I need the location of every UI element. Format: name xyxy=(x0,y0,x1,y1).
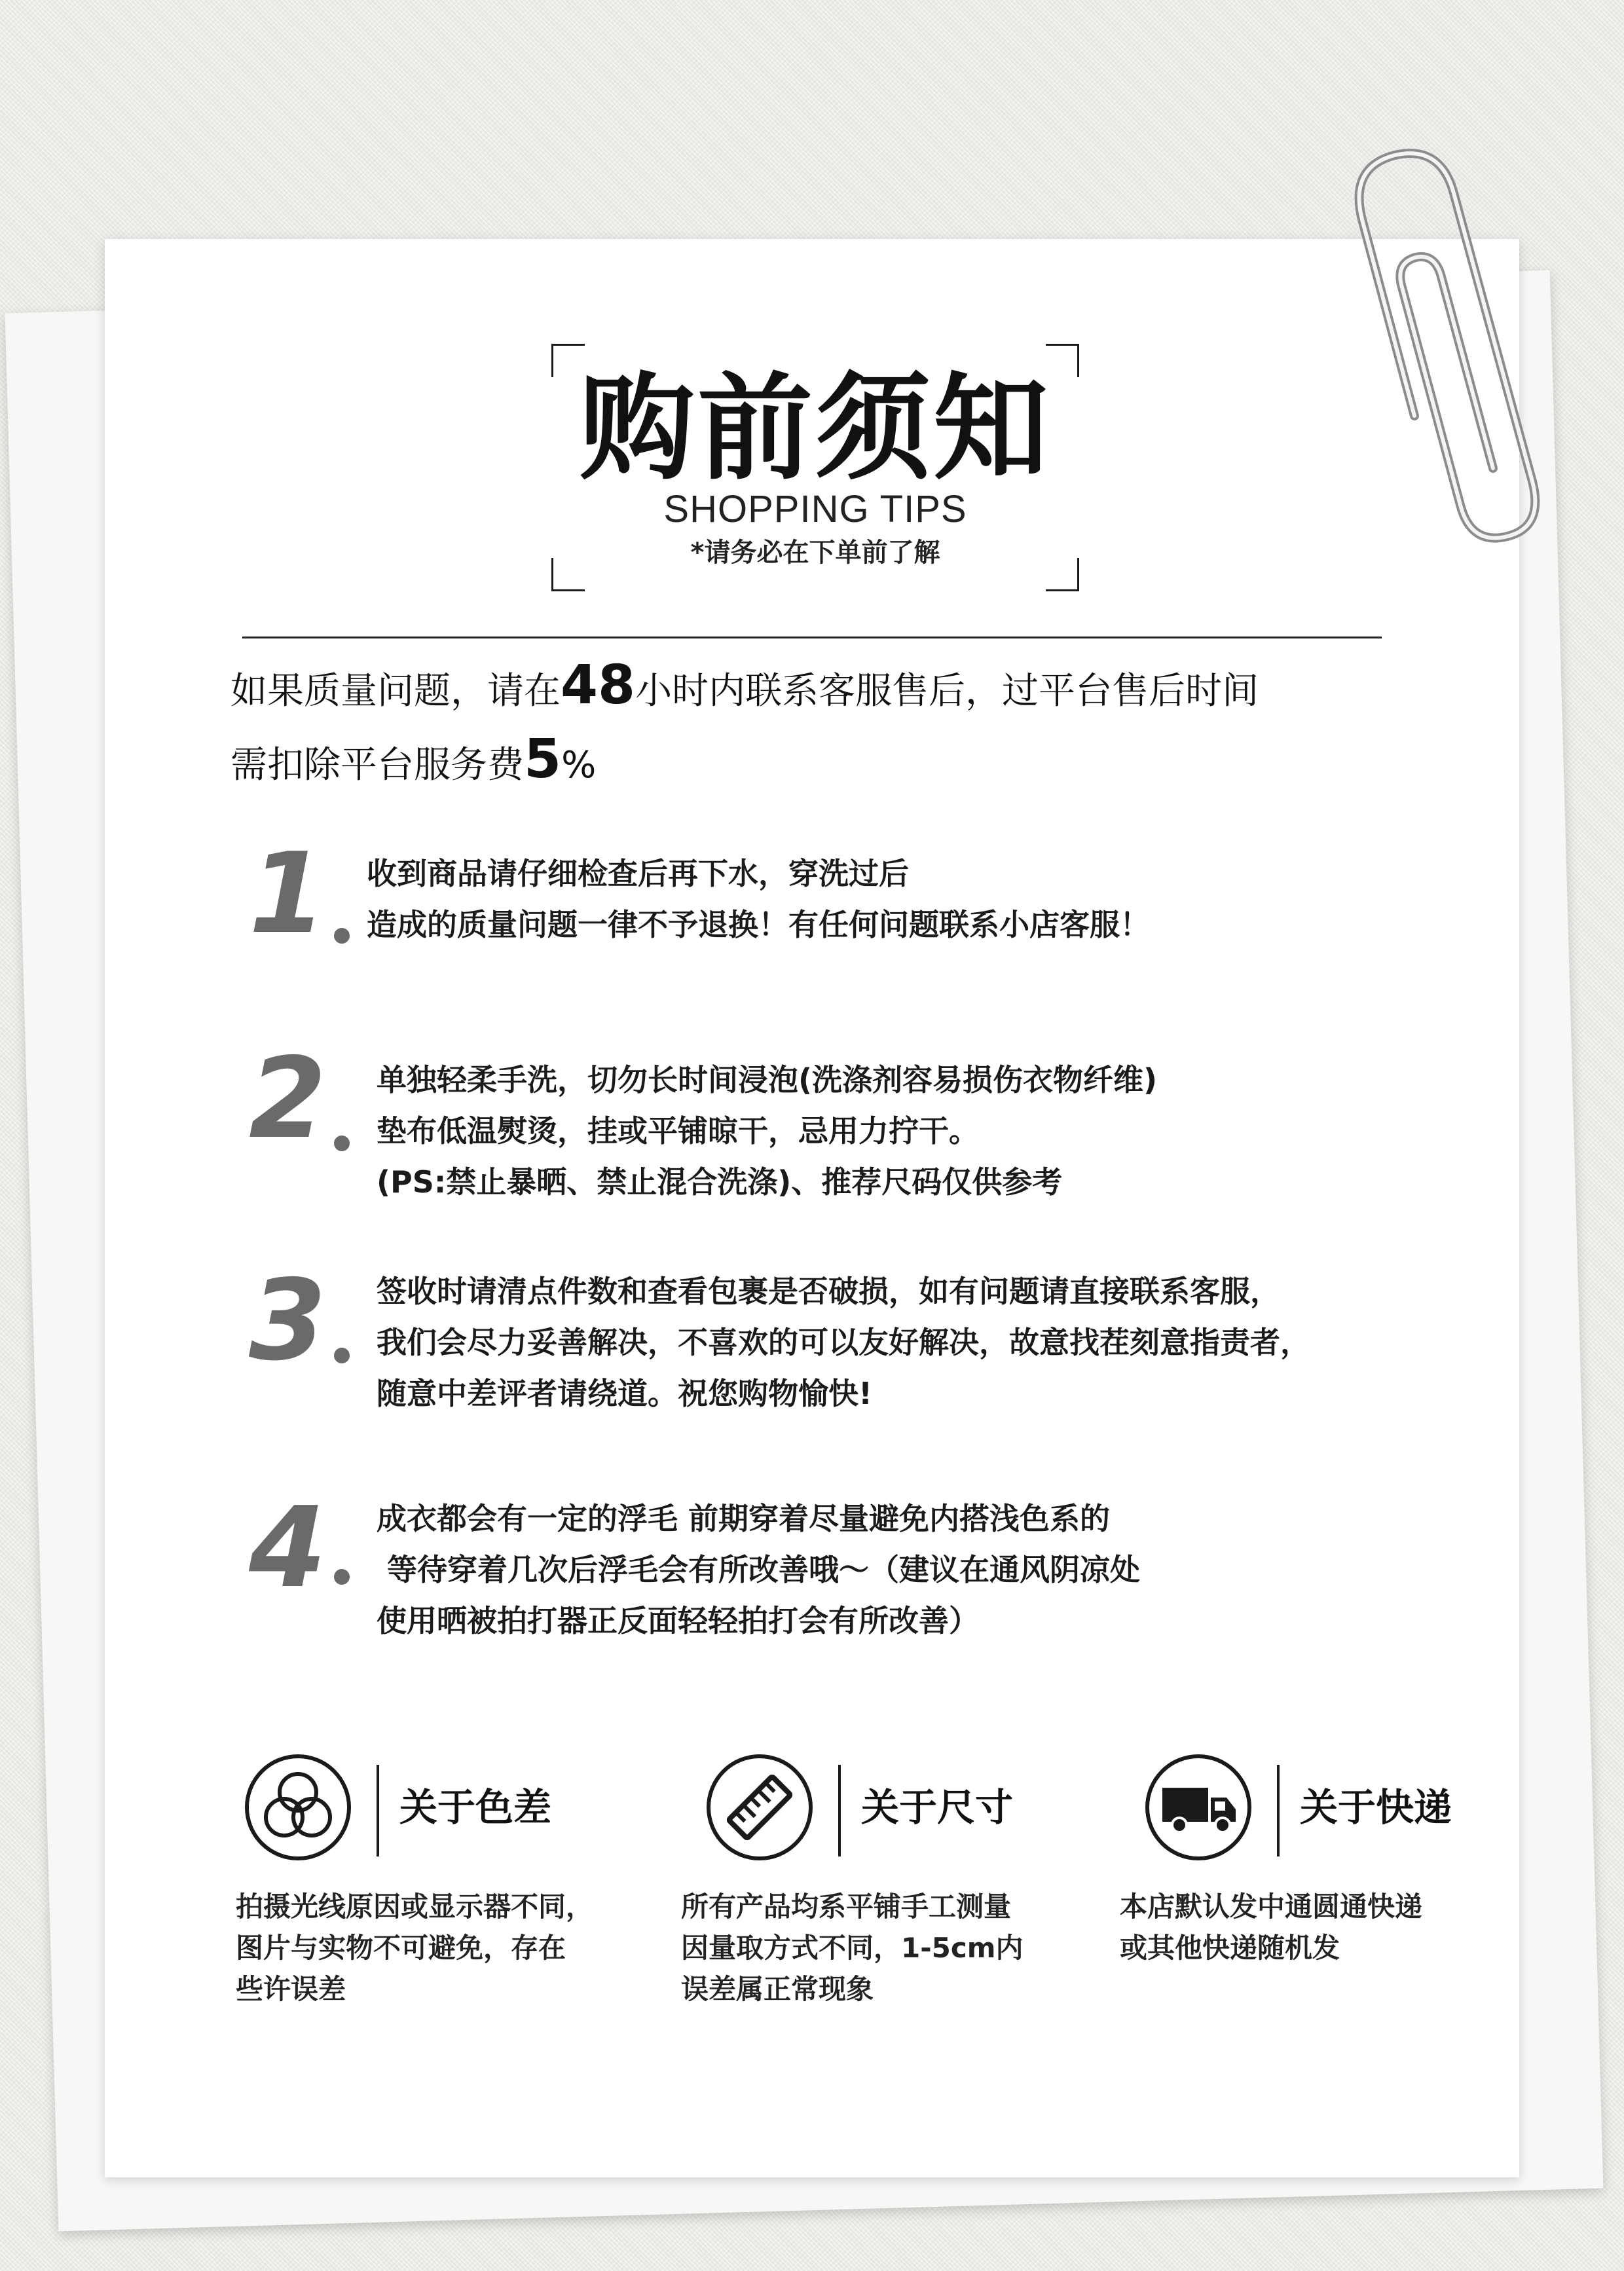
tip-line: 成衣都会有一定的浮毛 前期穿着尽量避免内搭浅色系的 xyxy=(377,1501,1111,1536)
tip-lines xyxy=(367,848,1493,950)
tip-line: 随意中差评者请绕道。祝您购物愉快! xyxy=(377,1376,872,1411)
page-subtitle: SHOPPING TIPS xyxy=(663,488,967,530)
color-circles-icon xyxy=(242,1752,354,1863)
info-title: 关于尺寸 xyxy=(861,1785,1014,1830)
tip-bullet-dot xyxy=(334,1348,350,1363)
notice-text-1: 如果质量问题，请在 xyxy=(231,670,561,712)
tip-number: 4 xyxy=(249,1483,327,1613)
info-line: 或其他快递随机发 xyxy=(1120,1932,1340,1964)
tip-line: 单独轻柔手洗，切勿长时间浸泡(洗涤剂容易损伤衣物纤维) xyxy=(377,1062,1158,1098)
tip-line: 造成的质量问题一律不予退换！有任何问题联系小店客服！ xyxy=(367,907,1150,942)
paper-clip-icon xyxy=(1336,141,1572,547)
info-title: 关于色差 xyxy=(399,1785,552,1830)
tip-lines xyxy=(377,1054,1503,1208)
tip-line: 使用晒被拍打器正反面轻轻拍打会有所改善） xyxy=(377,1603,979,1638)
notice-text-3: 需扣除平台服务费 xyxy=(231,744,524,786)
info-line: 误差属正常现象 xyxy=(681,1973,874,2005)
notice-text-2: 小时内联系客服售后，过平台售后时间 xyxy=(635,670,1259,712)
notice-fee: 5 xyxy=(524,728,562,790)
tip-lines xyxy=(377,1266,1503,1419)
tip-line: 收到商品请仔细检查后再下水，穿洗过后 xyxy=(367,856,909,891)
info-line: 本店默认发中通圆通快递 xyxy=(1120,1891,1423,1923)
tip-bullet-dot xyxy=(334,1569,350,1585)
notice-line-1 xyxy=(231,652,1488,726)
tip-line: (PS:禁止暴晒、禁止混合洗涤)、推荐尺码仅供参考 xyxy=(377,1164,1063,1200)
tip-lines xyxy=(377,1493,1503,1646)
title-frame xyxy=(551,344,1079,591)
info-line: 所有产品均系平铺手工测量 xyxy=(681,1891,1012,1923)
info-line: 图片与实物不可避免，存在 xyxy=(236,1932,566,1964)
after-sales-notice xyxy=(231,652,1488,800)
info-description xyxy=(681,1886,1100,2010)
notice-hours: 48 xyxy=(561,654,636,716)
notice-percent: % xyxy=(561,744,597,786)
info-separator xyxy=(1277,1765,1280,1856)
tip-number: 2 xyxy=(249,1034,327,1164)
tip-bullet-dot xyxy=(334,1136,350,1151)
tip-bullet-dot xyxy=(334,928,350,944)
truck-icon xyxy=(1143,1752,1254,1863)
page-title: 购前须知 xyxy=(579,361,1051,496)
tip-number: 1 xyxy=(249,829,327,959)
info-line: 因量取方式不同，1-5cm内 xyxy=(681,1932,1024,1964)
notice-line-2 xyxy=(231,726,1488,800)
title-note: *请务必在下单前了解 xyxy=(690,538,940,568)
divider-line xyxy=(242,637,1382,638)
info-description xyxy=(1120,1886,1539,1968)
tip-line: 垫布低温熨烫，挂或平铺晾干，忌用力拧干。 xyxy=(377,1113,979,1149)
tip-number: 3 xyxy=(249,1256,327,1386)
tip-line: 我们会尽力妥善解决，不喜欢的可以友好解决，故意找茬刻意指责者， xyxy=(377,1325,1310,1360)
info-separator xyxy=(838,1765,841,1856)
tip-line: 等待穿着几次后浮毛会有所改善哦～（建议在通风阴凉处 xyxy=(377,1552,1141,1587)
ruler-icon xyxy=(704,1752,815,1863)
info-line: 些许误差 xyxy=(236,1973,346,2005)
tip-line: 签收时请清点件数和查看包裹是否破损，如有问题请直接联系客服， xyxy=(377,1274,1280,1309)
info-separator xyxy=(377,1765,379,1856)
info-description xyxy=(236,1886,655,2010)
info-line: 拍摄光线原因或显示器不同， xyxy=(236,1891,594,1923)
info-title: 关于快递 xyxy=(1300,1785,1452,1830)
